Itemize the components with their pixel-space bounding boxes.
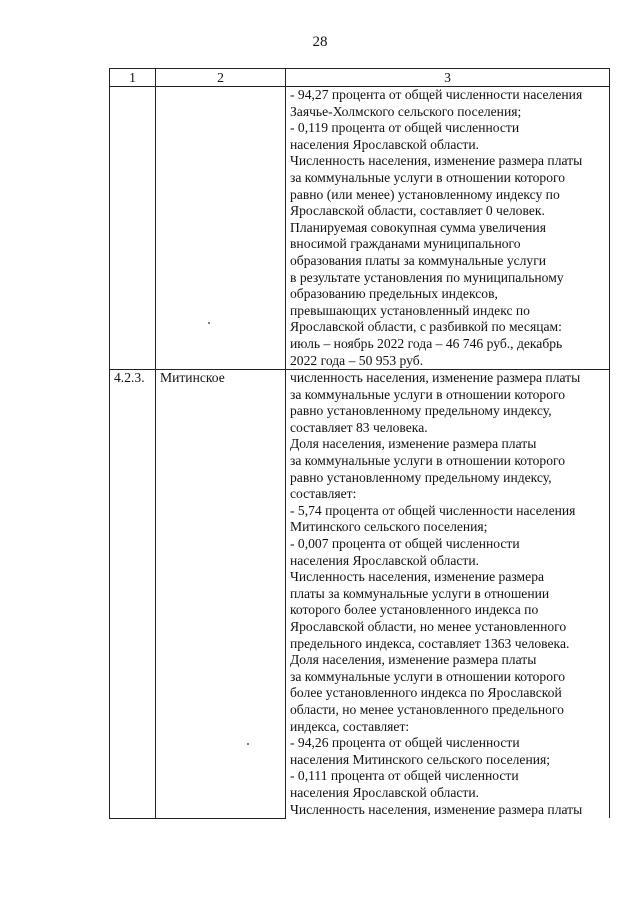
text-line: составляет:: [290, 486, 357, 502]
text-line: платы за коммунальные услуги в отношении: [290, 585, 550, 601]
text-line: области, но менее установленного предельного: [290, 701, 564, 717]
text-line: Заячье-Холмского сельского поселения;: [290, 103, 522, 119]
text-line: равно установленному предельному индексу,: [290, 469, 552, 485]
text-line: Ярославской области, с разбивкой по месяцам:: [290, 319, 562, 335]
row-number-cell: [110, 87, 156, 370]
text-line: Планируемая совокупная сумма увеличения: [290, 219, 546, 235]
column-header-1: 1: [110, 69, 156, 87]
description-cell: [286, 87, 610, 370]
text-line: населения Ярославской области.: [290, 784, 480, 800]
text-line: превышающих установленный индекс по: [290, 302, 530, 318]
text-line: - 94,26 процента от общей численности: [290, 735, 520, 751]
text-line: - 5,74 процента от общей численности населения: [290, 502, 576, 518]
text-line: равно установленному предельному индексу,: [290, 403, 552, 419]
text-line: составляет 83 человека.: [290, 419, 428, 435]
text-line: которого более установленного индекса по: [290, 602, 539, 618]
text-line: образования платы за коммунальные услуги: [290, 252, 547, 268]
text-line: равно (или менее) установленному индексу по: [290, 186, 560, 202]
text-line: индекса, составляет:: [290, 718, 410, 734]
document-table: [109, 68, 610, 819]
text-line: за коммунальные услуги в отношении которого: [290, 668, 566, 684]
row-number-cell: 4.2.3.: [110, 370, 156, 819]
table-header-row: [110, 69, 610, 87]
text-line: населения Митинского сельского поселения;: [290, 751, 551, 767]
text-line: - 0,111 процента от общей численности: [290, 768, 519, 784]
text-line: Доля населения, изменение размера платы: [290, 652, 537, 668]
text-line: Ярославской области, но менее установленного: [290, 619, 567, 634]
settlement-name-cell: [156, 87, 286, 370]
text-line: населения Ярославской области.: [290, 136, 480, 152]
text-line: Митинского сельского поселения;: [290, 519, 488, 535]
table-row: [110, 87, 610, 370]
text-line: в результате установления по муниципальному: [290, 269, 564, 285]
text-line: - 0,007 процента от общей численности: [290, 536, 520, 552]
settlement-name-cell: Митинское: [156, 370, 286, 819]
page-number: 28: [312, 34, 328, 50]
text-line: - 0,119 процента от общей численности: [290, 120, 520, 136]
text-line: 2022 года – 50 953 руб.: [290, 352, 424, 368]
scan-speck: [208, 322, 210, 324]
text-line: образованию предельных индексов,: [290, 286, 498, 302]
text-line: за коммунальные услуги в отношении которого: [290, 169, 566, 185]
column-header-3: 3: [286, 69, 610, 87]
text-line: более установленного индекса по Ярославской: [290, 685, 562, 701]
column-header-2: 2: [156, 69, 286, 87]
text-line: за коммунальные услуги в отношении которого: [290, 453, 566, 469]
scan-speck: [247, 743, 249, 745]
text-line: Доля населения, изменение размера платы: [290, 436, 537, 452]
description-cell: [286, 370, 610, 819]
text-line: Численность населения, изменение размера платы: [290, 801, 583, 817]
text-line: Ярославской области, составляет 0 человек.: [290, 203, 545, 219]
text-line: Численность населения, изменение размера платы: [290, 153, 583, 169]
text-line: Численность населения, изменение размера: [290, 569, 545, 585]
text-line: - 94,27 процента от общей численности населения: [290, 87, 583, 102]
text-line: предельного индекса, составляет 1363 человека.: [290, 635, 570, 651]
text-line: за коммунальные услуги в отношении которого: [290, 386, 566, 402]
table-row: [110, 370, 610, 819]
text-line: населения Ярославской области.: [290, 552, 480, 568]
text-line: численность населения, изменение размера платы: [290, 370, 581, 386]
text-line: июль – ноябрь 2022 года – 46 746 руб., декабрь: [290, 335, 563, 351]
text-line: вносимой гражданами муниципального: [290, 236, 521, 252]
